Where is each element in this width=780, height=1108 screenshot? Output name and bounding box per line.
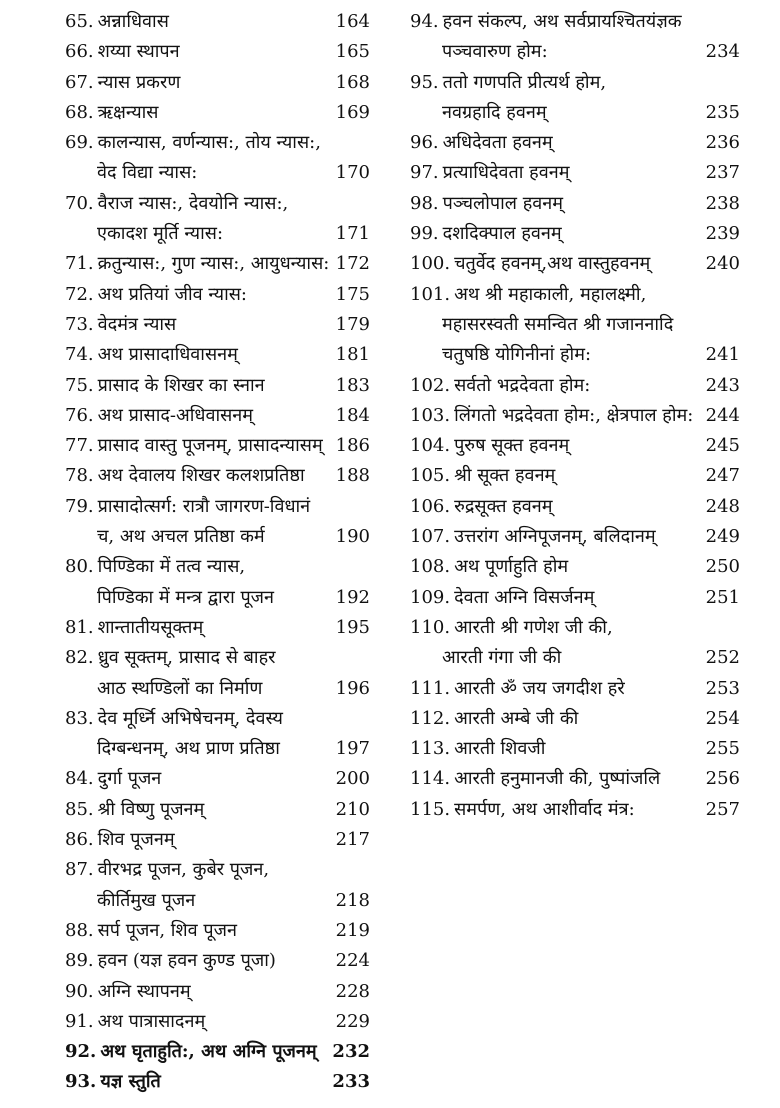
- toc-entry-line: [65, 158, 370, 188]
- toc-entry-page: 197: [332, 734, 370, 764]
- toc-entry-title: आठ स्थण्डिलों का निर्माण: [97, 677, 263, 699]
- toc-entry: [410, 7, 740, 68]
- toc-entry-page: 179: [332, 310, 370, 340]
- toc-entry-title: क्रतुन्यास:, गुण न्यास:, आयुधन्यास:: [97, 253, 330, 275]
- toc-entry-page: 184: [332, 401, 370, 431]
- toc-entry-number: 68.: [65, 101, 94, 123]
- toc-entry-title: दिग्बन्धनम्, अथ प्राण प्रतिष्ठा: [97, 738, 280, 760]
- toc-entry-line: [65, 1067, 370, 1097]
- toc-entry-title: कालन्यास, वर्णन्यास:, तोय न्यास:,: [97, 132, 321, 154]
- toc-entry: [65, 310, 370, 340]
- toc-entry-page: 186: [332, 431, 370, 461]
- toc-entry-title: ततो गणपति प्रीत्यर्थ होम,: [442, 71, 607, 93]
- toc-entry: [410, 280, 740, 371]
- toc-entry-line: [65, 886, 370, 916]
- toc-entry-number: 76.: [65, 404, 94, 426]
- toc-entry: [410, 401, 740, 431]
- toc-entry-page: 235: [702, 98, 740, 128]
- toc-entry-line: [65, 37, 370, 67]
- toc-entry-page: 240: [702, 249, 740, 279]
- toc-entry-page: 171: [332, 219, 370, 249]
- toc-entry-page: 255: [702, 734, 740, 764]
- toc-entry: [410, 431, 740, 461]
- toc-entry-line: [65, 977, 370, 1007]
- toc-entry-line: [410, 552, 740, 582]
- toc-entry-title: आरती हनुमानजी की, पुष्पांजलि: [454, 768, 661, 790]
- toc-entry-number: 108.: [410, 556, 451, 578]
- toc-entry-page: 249: [702, 522, 740, 552]
- toc-entry-title: आरती शिवजी: [454, 738, 546, 760]
- toc-entry: [65, 764, 370, 794]
- toc-entry-title: वेदमंत्र न्यास: [97, 313, 177, 335]
- toc-entry-page: 237: [702, 158, 740, 188]
- toc-entry: [410, 795, 740, 825]
- toc-entry-number: 78.: [65, 465, 94, 487]
- toc-entry-title: प्रत्याधिदेवता हवनम्: [442, 162, 570, 184]
- toc-entry-title: अथ घृताहुति:, अथ अग्नि पूजनम्: [100, 1041, 317, 1063]
- toc-entry-line: [410, 643, 740, 673]
- toc-entry: [410, 522, 740, 552]
- toc-entry-page: 181: [332, 340, 370, 370]
- toc-entry: [65, 825, 370, 855]
- toc-entry: [65, 37, 370, 67]
- toc-entry-line: [65, 98, 370, 128]
- toc-entry-page: 238: [702, 189, 740, 219]
- toc-entry-number: 77.: [65, 435, 94, 457]
- toc-entry-title: प्रासाद के शिखर का स्नान: [97, 374, 265, 396]
- toc-entry-number: 113.: [410, 738, 451, 760]
- toc-entry: [410, 704, 740, 734]
- toc-entry-page: 250: [702, 552, 740, 582]
- toc-entry-title: पुरुष सूक्त हवनम्: [454, 435, 570, 457]
- toc-entry-number: 100.: [410, 253, 451, 275]
- toc-entry: [65, 1037, 370, 1067]
- toc-entry-title: समर्पण, अथ आशीर्वाद मंत्र:: [454, 798, 635, 820]
- toc-entry-line: [410, 795, 740, 825]
- toc-entry-line: [410, 189, 740, 219]
- toc-entry-page: 253: [702, 674, 740, 704]
- toc-entry-title: प्रासादोत्सर्ग: रात्रौ जागरण-विधानं: [97, 495, 311, 517]
- toc-entry-number: 101.: [410, 283, 451, 305]
- toc-entry-line: [65, 1037, 370, 1067]
- toc-entry-number: 107.: [410, 526, 451, 548]
- toc-entry-page: 170: [332, 158, 370, 188]
- toc-entry-page: 169: [332, 98, 370, 128]
- toc-entry: [65, 855, 370, 916]
- toc-entry-line: [65, 704, 370, 734]
- toc-entry-title: अथ पात्रासादनम्: [97, 1010, 206, 1032]
- toc-entry-number: 89.: [65, 950, 94, 972]
- toc-entry-page: 247: [702, 461, 740, 491]
- toc-entry-title: आरती गंगा जी की: [442, 647, 562, 669]
- toc-entry-line: [65, 734, 370, 764]
- toc-entry: [65, 128, 370, 189]
- toc-entry-title: अथ प्रासादाधिवासनम्: [97, 344, 238, 366]
- toc-entry-number: 79.: [65, 495, 94, 517]
- toc-entry-number: 112.: [410, 707, 451, 729]
- toc-entry: [65, 643, 370, 704]
- toc-entry-number: 93.: [65, 1071, 97, 1093]
- toc-entry-title: आरती अम्बे जी की: [454, 707, 579, 729]
- toc-entry: [65, 249, 370, 279]
- toc-entry-line: [65, 764, 370, 794]
- toc-entry-page: 217: [332, 825, 370, 855]
- toc-entry: [65, 189, 370, 250]
- toc-entry-line: [410, 431, 740, 461]
- toc-entry-title: अथ देवालय शिखर कलशप्रतिष्ठा: [97, 465, 305, 487]
- toc-entry-line: [65, 795, 370, 825]
- toc-entry-line: [65, 310, 370, 340]
- toc-entry: [410, 613, 740, 674]
- toc-entry-title: हवन (यज्ञ हवन कुण्ड पूजा): [97, 950, 276, 972]
- toc-entry-page: 188: [332, 461, 370, 491]
- toc-entry-title: चतुषष्ठि योगिनीनां होम:: [442, 344, 592, 366]
- toc-entry-page: 210: [332, 795, 370, 825]
- toc-entry-number: 114.: [410, 768, 451, 790]
- toc-entry-title: शिव पूजनम्: [97, 829, 175, 851]
- toc-entry-page: 183: [332, 371, 370, 401]
- toc-entry: [65, 68, 370, 98]
- toc-entry-line: [65, 219, 370, 249]
- toc-entry-page: 196: [332, 674, 370, 704]
- toc-entry-title: देवता अग्नि विसर्जनम्: [454, 586, 595, 608]
- toc-entry-title: अधिदेवता हवनम्: [442, 132, 553, 154]
- toc-entry-title: वैराज न्यास:, देवयोनि न्यास:,: [97, 192, 289, 214]
- toc-entry-line: [410, 461, 740, 491]
- toc-entry-page: 195: [332, 613, 370, 643]
- toc-entry-number: 69.: [65, 132, 94, 154]
- toc-entry-page: 252: [702, 643, 740, 673]
- toc-entry-title: नवग्रहादि हवनम्: [442, 101, 547, 123]
- toc-entry: [65, 431, 370, 461]
- toc-entry-page: 241: [702, 340, 740, 370]
- toc-entry-title: च, अथ अचल प्रतिष्ठा कर्म: [97, 526, 265, 548]
- toc-entry-line: [65, 613, 370, 643]
- toc-entry-line: [410, 37, 740, 67]
- toc-entry-line: [410, 401, 740, 431]
- toc-entry-title: अग्नि स्थापनम्: [97, 980, 191, 1002]
- toc-entry-number: 87.: [65, 859, 94, 881]
- toc-entry: [65, 552, 370, 613]
- toc-entry-title: सर्वतो भद्रदेवता होम:: [454, 374, 591, 396]
- toc-entry-page: 257: [702, 795, 740, 825]
- toc-entry: [410, 68, 740, 129]
- toc-entry-number: 97.: [410, 162, 439, 184]
- toc-entry-line: [65, 552, 370, 582]
- toc-entry-line: [410, 613, 740, 643]
- toc-entry-number: 99.: [410, 223, 439, 245]
- toc-entry-title: रुद्रसूक्त हवनम्: [454, 495, 553, 517]
- toc-entry: [65, 795, 370, 825]
- toc-entry-number: 90.: [65, 980, 94, 1002]
- toc-entry-line: [410, 704, 740, 734]
- toc-entry-number: 75.: [65, 374, 94, 396]
- toc-entry-line: [410, 7, 740, 37]
- toc-entry-line: [410, 158, 740, 188]
- toc-entry-line: [65, 7, 370, 37]
- toc-entry-line: [65, 128, 370, 158]
- toc-entry-line: [65, 401, 370, 431]
- toc-entry: [410, 674, 740, 704]
- toc-entry: [410, 249, 740, 279]
- toc-entry-page: 236: [702, 128, 740, 158]
- toc-entry-page: 244: [702, 401, 740, 431]
- toc-entry: [65, 340, 370, 370]
- toc-entry-page: 190: [332, 522, 370, 552]
- toc-entry: [65, 461, 370, 491]
- toc-entry: [65, 371, 370, 401]
- toc-entry-title: अथ प्रासाद-अधिवासनम्: [97, 404, 254, 426]
- toc-entry-line: [65, 1007, 370, 1037]
- toc-entry: [65, 401, 370, 431]
- toc-entry-title: प्रासाद वास्तु पूजनम्, प्रासादन्यासम्: [97, 435, 323, 457]
- toc-entry-number: 81.: [65, 616, 94, 638]
- toc-entry-line: [65, 583, 370, 613]
- toc-entry-page: 245: [702, 431, 740, 461]
- toc-entry-page: 243: [702, 371, 740, 401]
- toc-entry-title: चतुर्वेद हवनम्,अथ वास्तुहवनम्: [454, 253, 651, 275]
- toc-entry-title: उत्तरांग अग्निपूजनम्, बलिदानम्: [454, 526, 656, 548]
- toc-entry-line: [65, 855, 370, 885]
- toc-entry-title: शान्तातीयसूक्तम्: [97, 616, 204, 638]
- toc-entry-number: 105.: [410, 465, 451, 487]
- toc-entry: [65, 7, 370, 37]
- toc-entry-title: दशदिक्पाल हवनम्: [442, 223, 562, 245]
- toc-entry-line: [65, 280, 370, 310]
- toc-entry-line: [65, 643, 370, 673]
- toc-entry: [410, 158, 740, 188]
- toc-entry-page: 200: [332, 764, 370, 794]
- toc-entry-line: [410, 280, 740, 310]
- toc-entry-line: [410, 583, 740, 613]
- toc-entry-line: [410, 674, 740, 704]
- toc-entry-page: 232: [328, 1037, 370, 1067]
- toc-entry-line: [410, 310, 740, 340]
- toc-entry-page: 239: [702, 219, 740, 249]
- toc-entry: [65, 916, 370, 946]
- toc-entry-line: [65, 249, 370, 279]
- toc-entry-line: [65, 946, 370, 976]
- toc-entry-page: 229: [332, 1007, 370, 1037]
- toc-entry: [65, 946, 370, 976]
- toc-entry-line: [65, 825, 370, 855]
- toc-entry-title: यज्ञ स्तुति: [100, 1071, 161, 1093]
- toc-entry-page: 224: [332, 946, 370, 976]
- toc-entry-page: 248: [702, 492, 740, 522]
- toc-entry: [410, 734, 740, 764]
- toc-column-right: [410, 7, 740, 825]
- toc-entry-line: [410, 98, 740, 128]
- toc-entry-number: 65.: [65, 11, 94, 32]
- toc-entry-title: पञ्चवारुण होम:: [442, 41, 548, 63]
- toc-entry-number: 85.: [65, 798, 94, 820]
- toc-entry-line: [410, 219, 740, 249]
- toc-entry-title: अथ श्री महाकाली, महालक्ष्मी,: [454, 283, 647, 305]
- toc-entry-page: 256: [702, 764, 740, 794]
- toc-entry-number: 91.: [65, 1010, 94, 1032]
- toc-entry: [410, 189, 740, 219]
- toc-entry-page: 165: [332, 37, 370, 67]
- toc-entry-line: [65, 340, 370, 370]
- toc-entry-line: [65, 431, 370, 461]
- toc-entry: [65, 492, 370, 553]
- toc-entry-line: [65, 461, 370, 491]
- toc-entry-title: श्री सूक्त हवनम्: [454, 465, 556, 487]
- toc-entry-title: शय्या स्थापन: [97, 41, 180, 63]
- toc-entry-line: [410, 249, 740, 279]
- toc-entry-page: 172: [332, 249, 370, 279]
- toc-entry-title: न्यास प्रकरण: [97, 71, 181, 93]
- toc-entry-title: वीरभद्र पूजन, कुबेर पूजन,: [97, 859, 270, 881]
- toc-entry: [65, 280, 370, 310]
- toc-entry: [410, 552, 740, 582]
- toc-entry-line: [410, 340, 740, 370]
- toc-entry-page: 233: [328, 1067, 370, 1097]
- toc-entry-line: [410, 68, 740, 98]
- toc-entry: [65, 613, 370, 643]
- toc-entry-page: 175: [332, 280, 370, 310]
- toc-entry: [410, 583, 740, 613]
- toc-entry-page: 251: [702, 583, 740, 613]
- toc-entry: [65, 1067, 370, 1097]
- toc-entry-number: 106.: [410, 495, 451, 517]
- toc-entry-title: आरती ॐ जय जगदीश हरे: [454, 677, 625, 699]
- toc-entry: [410, 128, 740, 158]
- toc-entry-number: 72.: [65, 283, 94, 305]
- toc-entry: [65, 704, 370, 765]
- toc-entry: [65, 1007, 370, 1037]
- toc-entry: [65, 98, 370, 128]
- toc-entry-number: 70.: [65, 192, 94, 214]
- toc-entry-title: एकादश मूर्ति न्यास:: [97, 223, 224, 245]
- toc-entry-line: [410, 764, 740, 794]
- toc-entry: [65, 977, 370, 1007]
- toc-entry-number: 104.: [410, 435, 451, 457]
- toc-entry-line: [410, 492, 740, 522]
- toc-entry-line: [65, 916, 370, 946]
- toc-entry-title: ऋक्षन्यास: [97, 101, 159, 123]
- toc-entry-number: 73.: [65, 313, 94, 335]
- toc-entry-number: 110.: [410, 616, 451, 638]
- toc-entry-number: 82.: [65, 647, 94, 669]
- toc-entry-number: 109.: [410, 586, 451, 608]
- toc-entry: [410, 371, 740, 401]
- toc-entry-line: [410, 128, 740, 158]
- toc-entry-number: 88.: [65, 919, 94, 941]
- toc-entry-title: दुर्गा पूजन: [97, 768, 162, 790]
- toc-entry-line: [65, 492, 370, 522]
- toc-entry-title: ध्रुव सूक्तम्, प्रासाद से बाहर: [97, 647, 276, 669]
- toc-entry-number: 83.: [65, 707, 94, 729]
- toc-entry-title: पञ्चलोपाल हवनम्: [442, 192, 564, 214]
- toc-entry-page: 218: [332, 886, 370, 916]
- toc-entry-line: [410, 734, 740, 764]
- toc-column-left: [65, 7, 370, 1098]
- toc-entry-number: 94.: [410, 11, 439, 32]
- toc-entry-title: हवन संकल्प, अथ सर्वप्रायश्चितयंज्ञक: [442, 11, 682, 32]
- toc-entry-line: [65, 371, 370, 401]
- toc-entry-line: [65, 674, 370, 704]
- toc-entry: [410, 492, 740, 522]
- toc-entry-title: आरती श्री गणेश जी की,: [454, 616, 613, 638]
- toc-entry: [410, 219, 740, 249]
- toc-entry-number: 98.: [410, 192, 439, 214]
- toc-entry-page: 219: [332, 916, 370, 946]
- toc-entry-title: महासरस्वती समन्वित श्री गजाननादि: [442, 313, 674, 335]
- toc-entry-number: 115.: [410, 798, 451, 820]
- toc-entry-page: 168: [332, 68, 370, 98]
- toc-entry-line: [410, 371, 740, 401]
- toc-entry-page: 192: [332, 583, 370, 613]
- toc-entry-line: [65, 522, 370, 552]
- toc-entry-line: [65, 189, 370, 219]
- toc-entry-number: 67.: [65, 71, 94, 93]
- toc-entry-number: 80.: [65, 556, 94, 578]
- toc-entry-number: 86.: [65, 829, 94, 851]
- toc-entry-page: 164: [332, 7, 370, 37]
- toc-entry: [410, 461, 740, 491]
- toc-entry-title: पिण्डिका में तत्व न्यास,: [97, 556, 246, 578]
- toc-entry-title: सर्प पूजन, शिव पूजन: [97, 919, 237, 941]
- toc-entry-number: 92.: [65, 1041, 97, 1063]
- toc-entry-number: 103.: [410, 404, 451, 426]
- toc-entry: [410, 764, 740, 794]
- toc-entry-line: [410, 522, 740, 552]
- toc-entry-title: देव मूर्ध्नि अभिषेचनम्, देवस्य: [97, 707, 283, 729]
- toc-entry-number: 71.: [65, 253, 94, 275]
- toc-entry-title: लिंगतो भद्रदेवता होम:, क्षेत्रपाल होम:: [454, 404, 694, 426]
- toc-entry-title: पिण्डिका में मन्त्र द्वारा पूजन: [97, 586, 275, 608]
- toc-entry-title: अथ पूर्णाहुति होम: [454, 556, 569, 578]
- toc-entry-number: 96.: [410, 132, 439, 154]
- toc-entry-page: 234: [702, 37, 740, 67]
- toc-entry-number: 84.: [65, 768, 94, 790]
- toc-entry-title: वेद विद्या न्यास:: [97, 162, 198, 184]
- toc-entry-number: 66.: [65, 41, 94, 63]
- toc-entry-title: कीर्तिमुख पूजन: [97, 889, 196, 911]
- toc-entry-title: अथ प्रतियां जीव न्यास:: [97, 283, 247, 305]
- toc-entry-title: अन्नाधिवास: [97, 11, 169, 32]
- toc-entry-number: 102.: [410, 374, 451, 396]
- toc-entry-page: 228: [332, 977, 370, 1007]
- toc-entry-number: 111.: [410, 677, 451, 699]
- toc-entry-page: 254: [702, 704, 740, 734]
- toc-entry-number: 95.: [410, 71, 439, 93]
- toc-entry-line: [65, 68, 370, 98]
- toc-entry-title: श्री विष्णु पूजनम्: [97, 798, 205, 820]
- toc-entry-number: 74.: [65, 344, 94, 366]
